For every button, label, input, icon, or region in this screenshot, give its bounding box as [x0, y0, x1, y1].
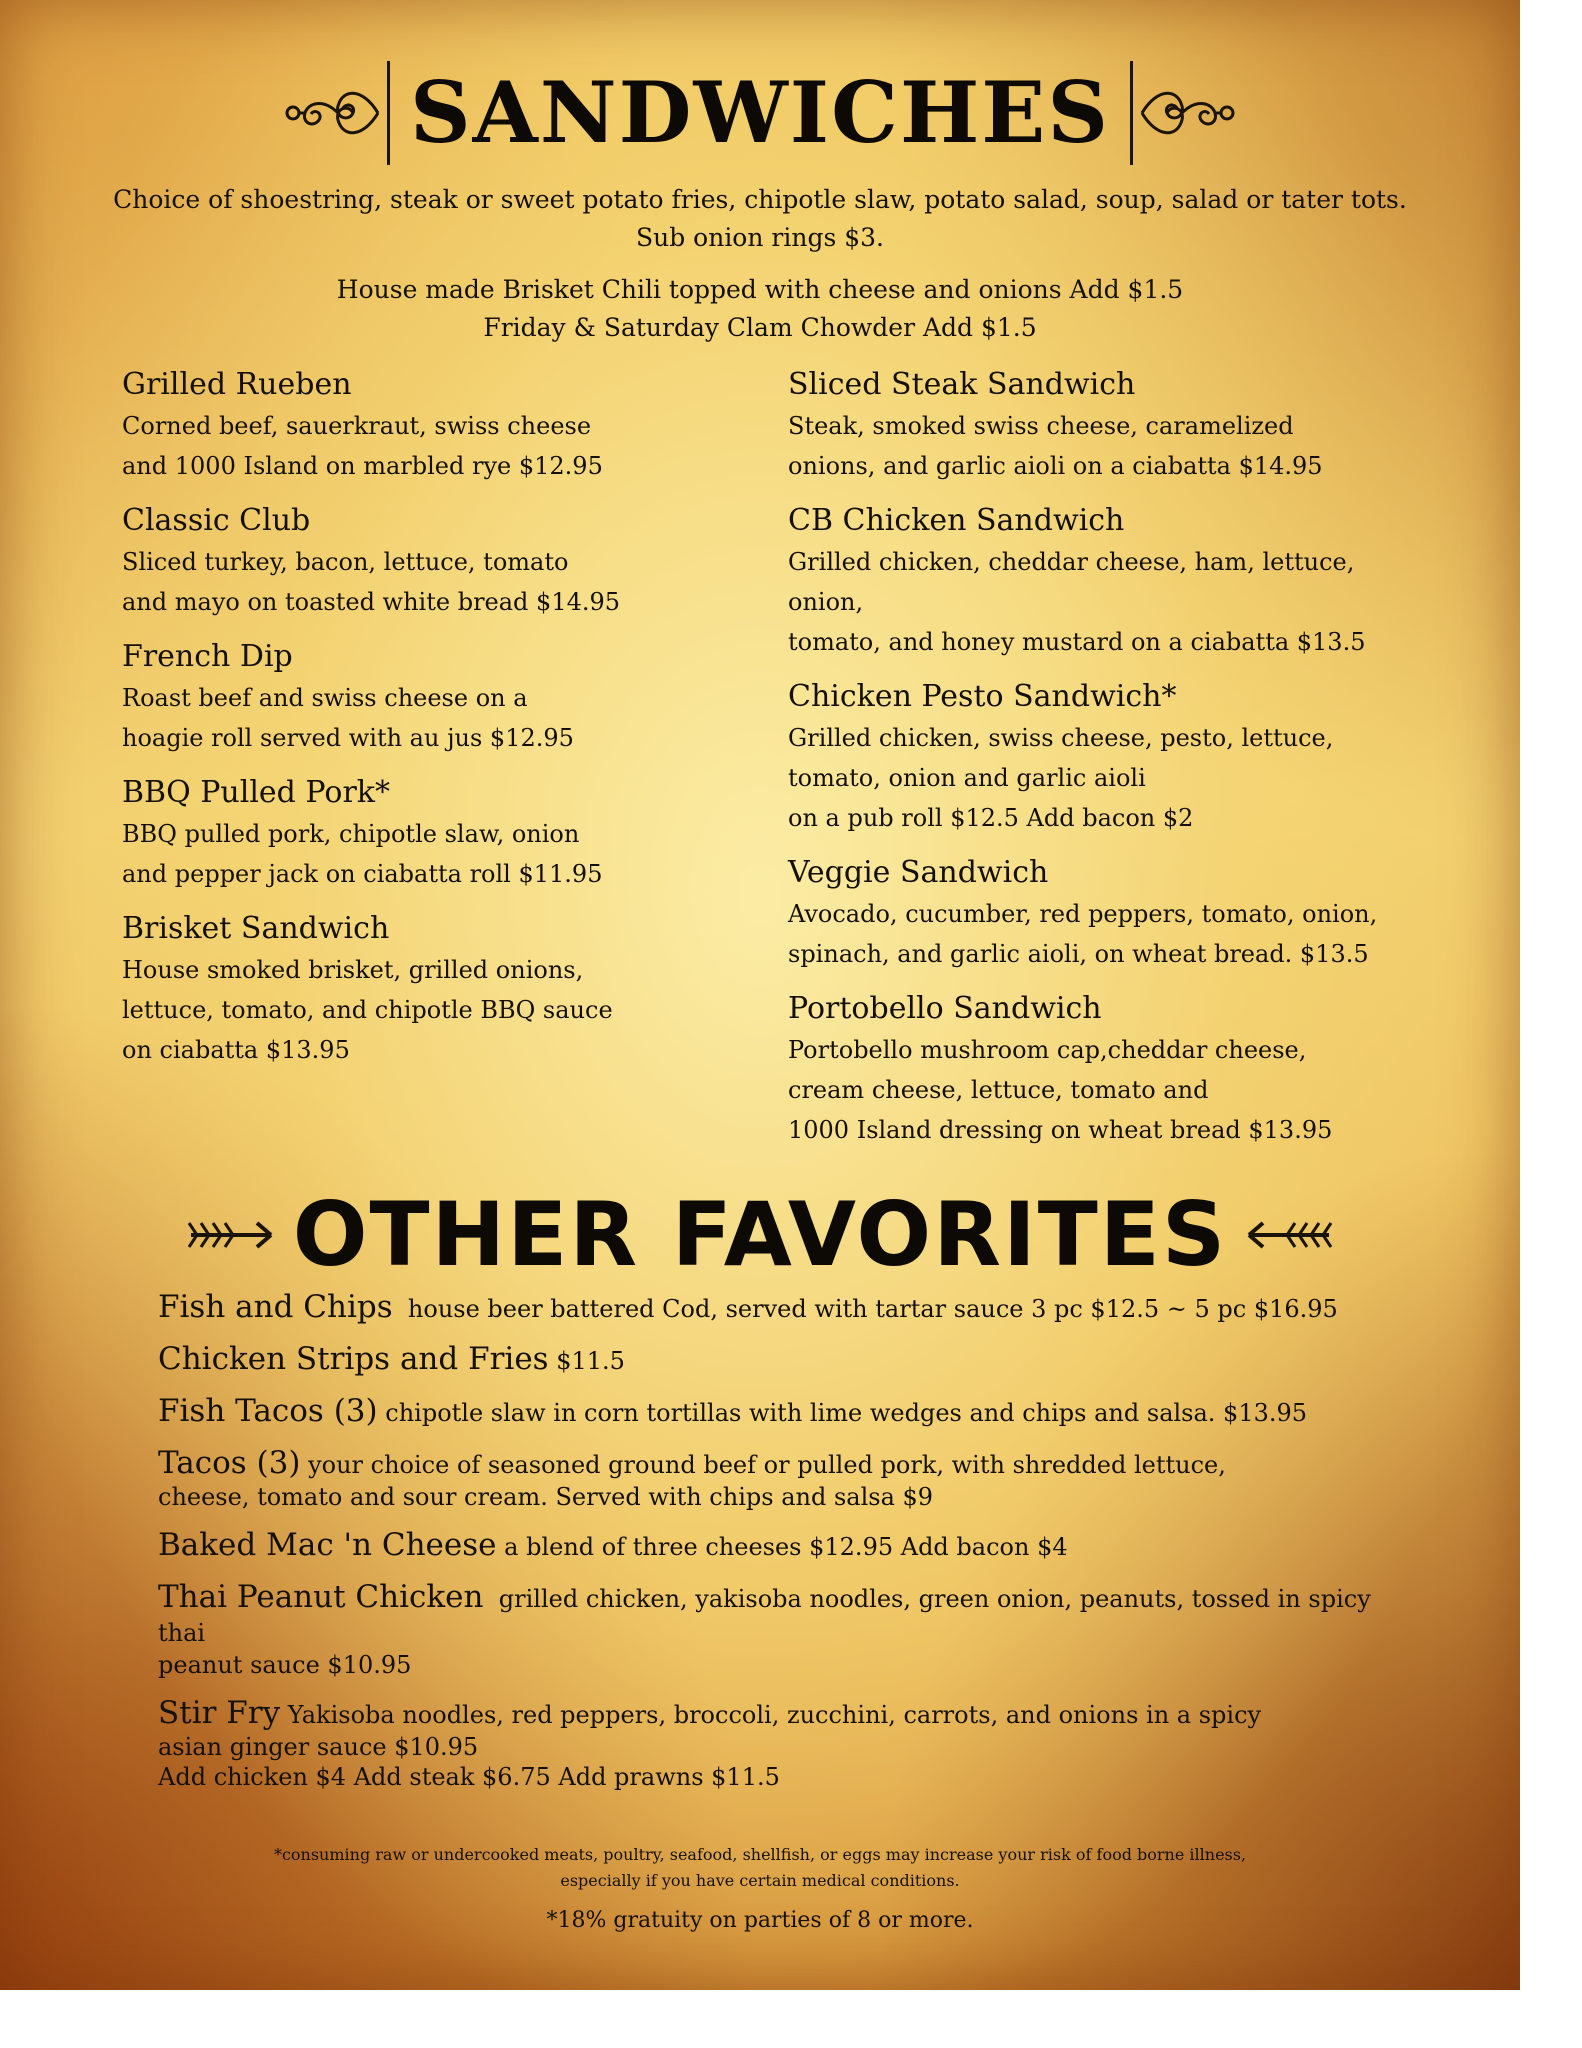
favorite-desc: Yakisoba noodles, red peppers, broccoli, zucchini, carrots, and onions in a spicy	[287, 1701, 1262, 1729]
menu-item	[788, 500, 1428, 662]
favorite-desc: your choice of seasoned ground beef or pulled pork, with shredded lettuce,	[308, 1451, 1226, 1479]
sides-intro	[0, 181, 1520, 257]
favorite-item	[158, 1394, 1398, 1430]
favorite-desc-line: Add chicken $4 Add steak $6.75 Add prawns $11.5	[158, 1763, 780, 1791]
sandwiches-title: SANDWICHES	[410, 63, 1110, 162]
item-desc-line: and mayo on toasted white bread $14.95	[122, 588, 621, 616]
health-disclaimer	[0, 1842, 1520, 1894]
disclaimer-line: *consuming raw or undercooked meats, poultry, seafood, shellfish, or eggs may increase your risk of food borne illness,	[273, 1845, 1247, 1864]
favorite-name: Tacos (3)	[158, 1445, 301, 1481]
favorite-item	[158, 1580, 1398, 1680]
menu-item	[122, 908, 762, 1070]
favorite-item	[158, 1528, 1398, 1564]
item-desc-line: cream cheese, lettuce, tomato and	[788, 1076, 1209, 1104]
other-favorites-heading	[0, 1180, 1520, 1290]
favorite-desc: grilled chicken, yakisoba noodles, green onion, peanuts, tossed in spicy thai	[158, 1585, 1371, 1647]
menu-item	[788, 676, 1428, 838]
other-favorites-title: OTHER FAVORITES	[292, 1183, 1228, 1286]
item-desc-line: 1000 Island dressing on wheat bread $13.95	[788, 1116, 1333, 1144]
item-desc-line: tomato, and honey mustard on a ciabatta $13.5	[788, 628, 1366, 656]
menu-item	[788, 852, 1428, 974]
menu-item	[788, 988, 1428, 1150]
item-desc-line: tomato, onion and garlic aioli	[788, 764, 1146, 792]
item-desc-line: and 1000 Island on marbled rye $12.95	[122, 452, 603, 480]
item-name: Grilled Rueben	[122, 367, 352, 402]
scroll-flourish-icon	[1137, 78, 1237, 148]
menu-item	[122, 500, 762, 622]
favorite-item	[158, 1446, 1398, 1512]
sides-line: Choice of shoestring, steak or sweet potato fries, chipotle slaw, potato salad, soup, salad or tater tots.	[113, 185, 1407, 214]
favorite-name: Thai Peanut Chicken	[158, 1579, 484, 1615]
item-name: CB Chicken Sandwich	[788, 503, 1125, 538]
item-desc-line: Sliced turkey, bacon, lettuce, tomato	[122, 548, 569, 576]
item-desc-line: hoagie roll served with au jus $12.95	[122, 724, 574, 752]
sandwiches-heading	[0, 58, 1520, 168]
favorite-desc: $11.5	[556, 1347, 625, 1375]
item-desc-line: Portobello mushroom cap,cheddar cheese,	[788, 1036, 1307, 1064]
menu-item	[788, 364, 1428, 486]
feather-arrow-icon	[187, 1213, 277, 1257]
gratuity-note: *18% gratuity on parties of 8 or more.	[546, 1908, 974, 1933]
favorite-desc: a blend of three cheeses $12.95 Add bacon $4	[504, 1533, 1068, 1561]
item-name: Veggie Sandwich	[788, 855, 1049, 890]
item-name: Classic Club	[122, 503, 311, 538]
favorite-name: Fish and Chips	[158, 1289, 393, 1325]
heading-rule	[1130, 61, 1133, 165]
item-desc-line: Grilled chicken, cheddar cheese, ham, lettuce, onion,	[788, 548, 1355, 616]
item-name: French Dip	[122, 639, 293, 674]
sandwich-column-left	[122, 364, 762, 1084]
favorite-name: Baked Mac 'n Cheese	[158, 1527, 497, 1563]
menu-item	[122, 364, 762, 486]
item-desc-line: Grilled chicken, swiss cheese, pesto, lettuce,	[788, 724, 1334, 752]
favorite-desc-line: asian ginger sauce $10.95	[158, 1733, 479, 1761]
item-desc-line: on ciabatta $13.95	[122, 1036, 350, 1064]
favorite-name: Stir Fry	[158, 1695, 281, 1731]
item-desc-line: Roast beef and swiss cheese on a	[122, 684, 528, 712]
item-desc-line: lettuce, tomato, and chipotle BBQ sauce	[122, 996, 613, 1024]
chili-addon-line: House made Brisket Chili topped with cheese and onions Add $1.5	[336, 275, 1184, 304]
item-desc-line: and pepper jack on ciabatta roll $11.95	[122, 860, 603, 888]
item-desc-line: BBQ pulled pork, chipotle slaw, onion	[122, 820, 580, 848]
favorite-desc: chipotle slaw in corn tortillas with lime wedges and chips and salsa. $13.95	[385, 1399, 1308, 1427]
item-desc-line: spinach, and garlic aioli, on wheat bread. $13.5	[788, 940, 1369, 968]
item-name: Brisket Sandwich	[122, 911, 390, 946]
item-name: BBQ Pulled Pork*	[122, 775, 390, 810]
favorite-name: Fish Tacos (3)	[158, 1393, 378, 1429]
favorite-item	[158, 1290, 1398, 1326]
item-name: Portobello Sandwich	[788, 991, 1102, 1026]
item-desc-line: Corned beef, sauerkraut, swiss cheese	[122, 412, 592, 440]
onion-rings-line: Sub onion rings $3.	[635, 223, 884, 252]
sandwich-column-right	[788, 364, 1428, 1164]
favorites-list	[158, 1290, 1398, 1808]
favorite-desc-line: cheese, tomato and sour cream. Served with chips and salsa $9	[158, 1483, 934, 1511]
scroll-flourish-icon	[283, 78, 383, 148]
chowder-addon-line: Friday & Saturday Clam Chowder Add $1.5	[483, 313, 1037, 342]
favorite-desc-line: peanut sauce $10.95	[158, 1651, 412, 1679]
disclaimer-line: especially if you have certain medical conditions.	[560, 1871, 960, 1890]
heading-rule	[387, 61, 390, 165]
item-desc-line: House smoked brisket, grilled onions,	[122, 956, 584, 984]
favorite-desc: house beer battered Cod, served with tartar sauce 3 pc $12.5 ~ 5 pc $16.95	[407, 1295, 1338, 1323]
favorite-name: Chicken Strips and Fries	[158, 1341, 549, 1377]
favorite-item	[158, 1342, 1398, 1378]
feather-arrow-icon	[1243, 1213, 1333, 1257]
item-desc-line: Steak, smoked swiss cheese, caramelized	[788, 412, 1294, 440]
item-desc-line: Avocado, cucumber, red peppers, tomato, onion,	[788, 900, 1378, 928]
menu-item	[122, 772, 762, 894]
addons-intro	[0, 271, 1520, 347]
favorite-item	[158, 1696, 1398, 1792]
item-name: Chicken Pesto Sandwich*	[788, 679, 1177, 714]
item-desc-line: on a pub roll $12.5 Add bacon $2	[788, 804, 1194, 832]
menu-item	[122, 636, 762, 758]
item-name: Sliced Steak Sandwich	[788, 367, 1136, 402]
item-desc-line: onions, and garlic aioli on a ciabatta $14.95	[788, 452, 1323, 480]
